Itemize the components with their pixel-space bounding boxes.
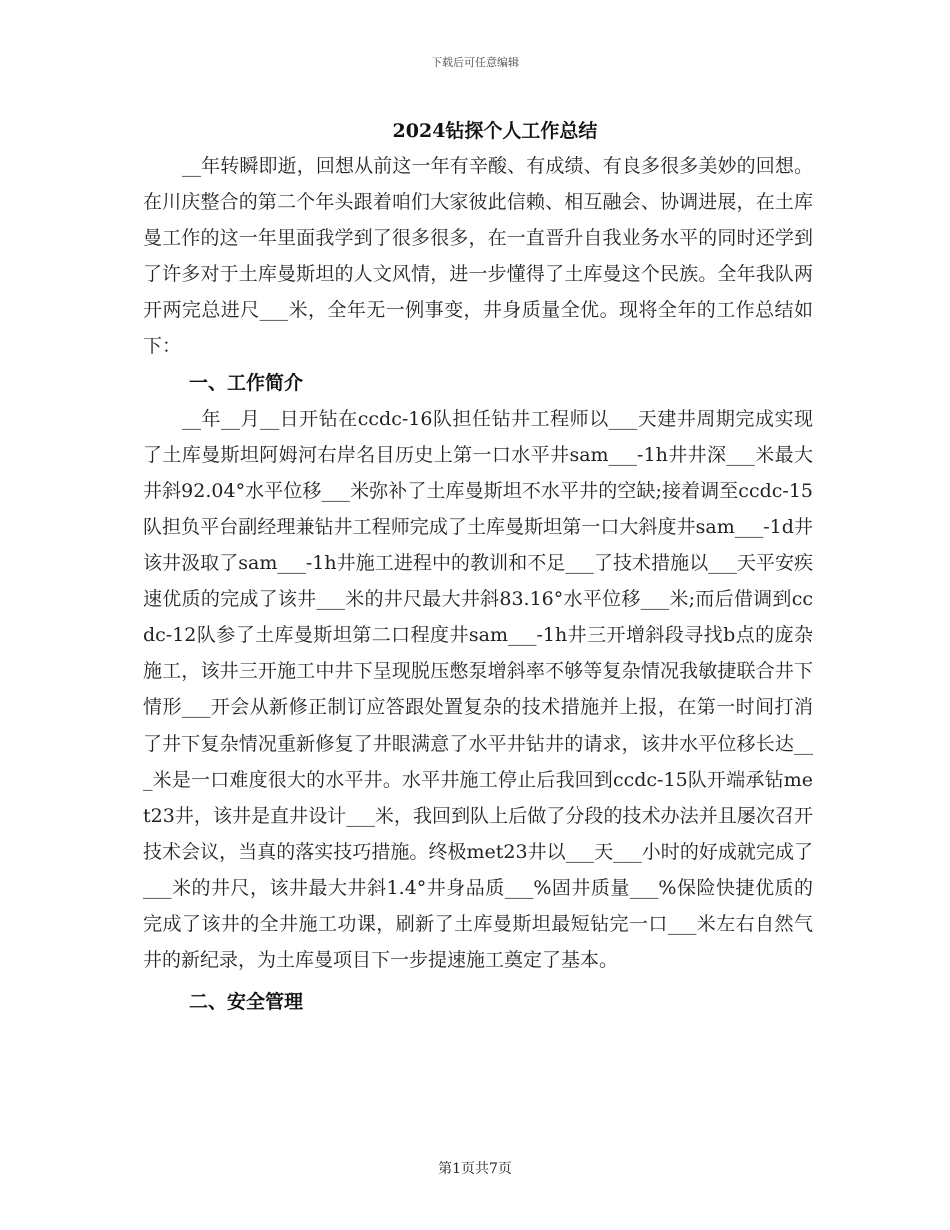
page-number-footer: 第1页共7页 xyxy=(438,1161,512,1177)
section-heading-work-overview: 一、工作简介 xyxy=(189,371,304,394)
document-title: 2024钻探个人工作总结 xyxy=(392,120,598,142)
page-header-note: 下载后可任意编辑 xyxy=(431,56,519,69)
intro-paragraph: __年转瞬即逝，回想从前这一年有辛酸、有成绩、有良多很多美妙的回想。在川庆整合的第二个年头跟着咱们大家彼此信赖、相互融会、协调进展，在土库曼工作的这一年里面我学到了很多很多，在一直晋升自我业务水平的同时还学到了许多对于土库曼斯坦的人文风情，进一步懂得了土库曼这个民族。全年我队两开两完总进尺___米，全年无一例事变，井身质量全优。现将全年的工作总结如下： xyxy=(143,155,813,358)
work-overview-paragraph: __年__月__日开钻在ccdc-16队担任钻井工程师以___天建井周期完成实现了土库曼斯坦阿姆河右岸名目历史上第一口水平井sam___-1h井井深___米最大井斜92.04°水平位移___米弥补了土库曼斯坦不水平井的空缺;接着调至ccdc-15队担负平台副经理兼钻井工程师完成了土库曼斯坦第一口大斜度井sam___-1d井该井汲取了sam___-1h井施工进程中的教训和不足___了技术措施以___天平安疾速优质的完成了该井___米的井尺最大井斜83.16°水平位移___米;而后借调到ccdc-12队参了土库曼斯坦第二口程度井sam___-1h井三开增斜段寻找b点的庞杂施工，该井三开施工中井下呈现脱压憋泵增斜率不够等复杂情况我敏捷联合井下情形___开会从新修正制订应答跟处置复杂的技术措施并上报，在第一时间打消了井下复杂情况重新修复了井眼满意了水平井钻井的请求，该井水平位移长达___米是一口难度很大的水平井。水平井施工停止后我回到ccdc-15队开端承钻met23井，该井是直井设计___米，我回到队上后做了分段的技术办法并且屡次召开技术会议，当真的落实技巧措施。终极met23井以___天___小时的好成就完成了___米的井尺，该井最大井斜1.4°井身品质___%固井质量___%保险快捷优质的完成了该井的全井施工功课，刷新了土库曼斯坦最短钻完一口___米左右自然气井的新纪录，为土库曼项目下一步提速施工奠定了基本。 xyxy=(143,407,813,972)
section-heading-safety-management: 二、安全管理 xyxy=(189,991,304,1014)
document-body xyxy=(143,148,813,1020)
